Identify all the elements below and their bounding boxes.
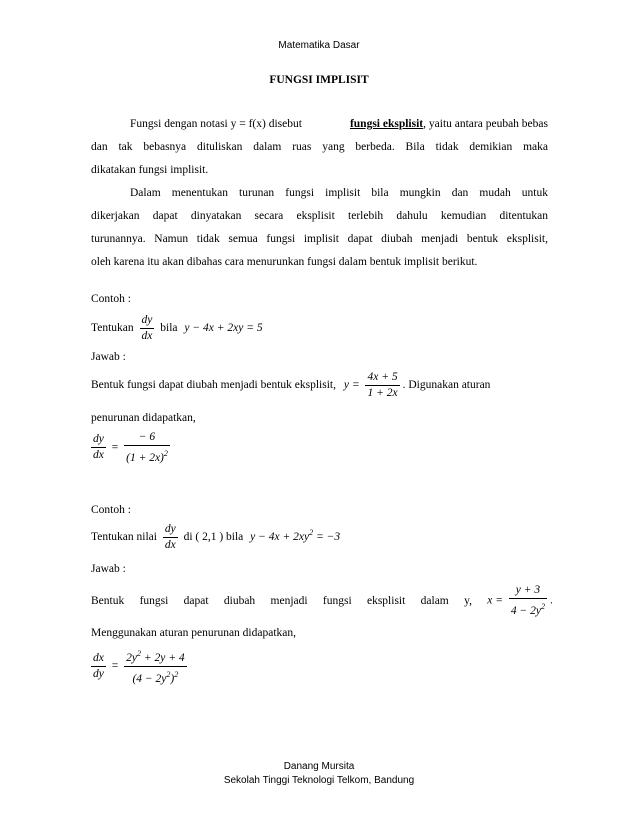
- example1-label: Contoh :: [91, 293, 131, 305]
- word: menjadi: [270, 594, 308, 607]
- footer-author: Danang Mursita: [283, 761, 355, 772]
- frac-denominator: dx: [141, 330, 153, 342]
- example2-answer-line2: Menggunakan aturan penurunan didapatkan,: [91, 627, 297, 639]
- denominator-base: (1 + 2x): [126, 451, 164, 464]
- footer-institution: Sekolah Tinggi Teknologi Telkom, Bandung: [223, 775, 415, 786]
- example2-answer-label: Jawab :: [91, 563, 126, 575]
- intro-p2-line2: dikerjakan dapat dinyatakan secara eksplisit terlebih dahulu kemudian ditentukan: [91, 210, 548, 222]
- example1-equation: y − 4x + 2xy = 5: [184, 322, 263, 335]
- frac-denominator: [124, 667, 186, 687]
- word: Bentuk: [91, 594, 125, 607]
- example1-y-equals: y =: [343, 379, 360, 392]
- example2-ask-prefix: Tentukan nilai: [91, 531, 157, 544]
- intro-p1-line3: dikatakan fungsi implisit.: [91, 164, 209, 176]
- frac-denominator: [124, 446, 170, 466]
- denominator-inner-exponent: 2: [166, 669, 171, 679]
- equals-sign: =: [111, 659, 119, 672]
- example2-result-lhs: [91, 651, 106, 682]
- frac-denominator: 1 + 2x: [367, 387, 398, 399]
- denominator-exponent: 2: [174, 669, 179, 679]
- example2-answer-tail: .: [550, 594, 553, 607]
- intro-p2-line3: turunannya. Namun tidak semua fungsi implisit dapat diubah menjadi bentuk eksplisit,: [91, 233, 548, 245]
- frac-numerator: dy: [163, 522, 178, 538]
- word: diubah: [223, 594, 256, 607]
- example1-ask-prefix: Tentukan: [91, 322, 134, 335]
- frac-denominator: dx: [164, 539, 176, 551]
- page-footer: [0, 760, 638, 788]
- denominator-exponent: 2: [163, 449, 168, 458]
- word: dalam: [420, 594, 449, 607]
- example1-answer-text: Bentuk fungsi dapat diubah menjadi bentuk eksplisit,: [91, 379, 336, 392]
- example1-result: [91, 430, 173, 466]
- example1-dydx-fraction: [140, 313, 155, 344]
- example2-result: [91, 646, 190, 687]
- page-header: Matematika Dasar: [278, 40, 360, 51]
- word: eksplisit: [366, 594, 406, 607]
- example2-label: Contoh :: [91, 504, 131, 516]
- intro-p2-line4: oleh karena itu akan dibahas cara menurunkan fungsi dalam bentuk implisit berikut.: [91, 256, 478, 268]
- numerator-exponent: 2: [136, 649, 141, 658]
- example1-answer-line2: penurunan didapatkan,: [91, 412, 196, 424]
- example2-result-rhs: [124, 646, 186, 687]
- equals-sign: =: [111, 441, 119, 454]
- numerator-term: 2y: [126, 651, 137, 664]
- example1-explicit-fraction: [365, 370, 399, 401]
- example2-answer-line1: [91, 583, 553, 619]
- intro-p1-line2: dan tak bebasnya dituliskan dalam ruas yang berbeda. Bila tidak demikian maka: [91, 141, 548, 153]
- denominator-inner: (4 − 2y: [132, 672, 167, 685]
- example2-question: [91, 522, 340, 553]
- intro-p1-text-a: Fungsi dengan notasi y = f(x) disebut: [130, 118, 302, 130]
- word: dapat: [183, 594, 209, 607]
- example2-dydx-fraction: [163, 522, 178, 553]
- intro-p2-line1: Dalam menentukan turunan fungsi implisit bila mungkin dan mudah untuk: [130, 187, 548, 199]
- equation-exponent: 2: [309, 528, 314, 538]
- word: y,: [464, 594, 472, 607]
- frac-numerator: y + 3: [509, 583, 547, 599]
- example1-question: [91, 313, 263, 344]
- example2-ask-point: di ( 2,1 ) bila: [183, 531, 244, 544]
- word: fungsi: [139, 594, 169, 607]
- denominator-close: ): [170, 672, 175, 685]
- equation-rhs: = −3: [315, 531, 341, 544]
- example1-answer-line1: [91, 370, 490, 401]
- frac-numerator: − 6: [124, 430, 170, 446]
- example1-ask-mid: bila: [160, 322, 178, 335]
- intro-p1-line1: [130, 118, 548, 130]
- example2-explicit-fraction: [509, 583, 547, 619]
- term-fungsi-eksplisit: fungsi eksplisit: [349, 118, 424, 130]
- denominator-base: 4 − 2y: [510, 604, 542, 617]
- page-title: FUNGSI IMPLISIT: [269, 74, 369, 86]
- frac-numerator: 4x + 5: [365, 370, 399, 386]
- equation-lhs: y − 4x + 2xy: [250, 531, 310, 544]
- word: fungsi: [322, 594, 352, 607]
- example1-result-lhs: [91, 432, 106, 463]
- example1-result-rhs: [124, 430, 170, 466]
- frac-numerator: dy: [91, 432, 106, 448]
- frac-denominator: dy: [93, 667, 104, 680]
- example1-answer-label: Jawab :: [91, 351, 126, 363]
- denominator-exponent: 2: [541, 602, 546, 611]
- example2-explicit-expression: [487, 583, 553, 619]
- frac-numerator: [124, 646, 186, 667]
- frac-numerator: dx: [91, 651, 106, 667]
- example2-equation: [250, 528, 341, 544]
- example1-answer-tail: . Digunakan aturan: [402, 379, 491, 392]
- frac-denominator: [509, 599, 547, 619]
- numerator-rest: + 2y + 4: [140, 651, 185, 664]
- frac-numerator: dy: [140, 313, 155, 329]
- example2-x-equals: x =: [487, 594, 504, 607]
- frac-denominator: dx: [93, 449, 104, 462]
- intro-p1-text-b: , yaitu antara peubah bebas: [423, 118, 548, 130]
